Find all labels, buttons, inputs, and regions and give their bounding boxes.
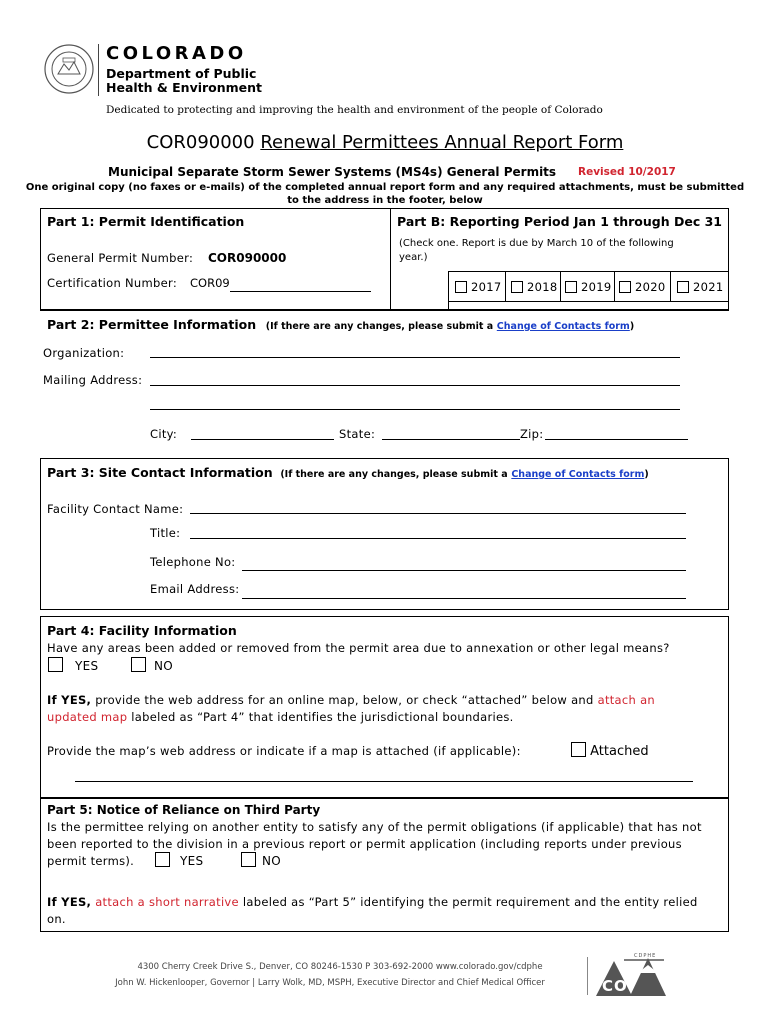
part5-no-option[interactable] [241, 852, 281, 868]
part5-ifyes-red: attach a short narrative [95, 895, 239, 909]
part4-no-label: NO [153, 659, 173, 673]
org-name: COLORADO [106, 43, 247, 64]
part4-yes-checkbox[interactable] [48, 657, 63, 672]
part4-ifyes-line2 [47, 710, 514, 724]
part5-ifyes-line2: on. [47, 912, 66, 926]
form-subtitle: Municipal Separate Storm Sewer Systems (MS4s) General Permits [108, 165, 557, 179]
cdphe-logo [594, 955, 668, 997]
year-option-2020[interactable] [619, 280, 665, 294]
part2-note-suffix: ) [629, 321, 635, 332]
certification-input[interactable] [230, 291, 371, 292]
year-2018-label: 2018 [526, 280, 558, 294]
organization-input[interactable] [150, 357, 680, 358]
partB-year-row-left [448, 271, 449, 310]
part3-heading: Part 3: Site Contact Information [47, 465, 273, 480]
part5-box [40, 798, 729, 932]
facility-contact-label: Facility Contact Name: [47, 502, 184, 516]
part5-heading: Part 5: Notice of Reliance on Third Party [47, 803, 321, 817]
partB-heading: Part B: Reporting Period Jan 1 through Dec 31 [397, 214, 722, 229]
map-prompt: Provide the map’s web address or indicate if a map is attached (if applicable): [47, 744, 521, 758]
part3-box [40, 458, 729, 610]
part5-ifyes-text: labeled as “Part 5” identifying the permit requirement and the entity relied [238, 895, 698, 909]
year-option-2019[interactable] [565, 280, 611, 294]
form-title [0, 132, 770, 153]
dept-line2: Health & Environment [106, 80, 263, 95]
part5-ifyes-line1 [47, 895, 698, 909]
part5-q2: been reported to the division in a previous report or permit application (including reports under previous [47, 837, 682, 851]
year-2017-checkbox[interactable] [455, 281, 467, 293]
part4-ifyes-red1: attach an [597, 693, 656, 707]
partB-note2: year.) [399, 252, 428, 263]
contact-title-input[interactable] [190, 538, 686, 539]
part5-no-checkbox[interactable] [241, 852, 256, 867]
part5-yes-checkbox[interactable] [155, 852, 170, 867]
form-title-prefix: COR090000 [146, 132, 255, 153]
attached-label: Attached [590, 744, 649, 759]
state-seal [44, 44, 94, 94]
attached-option[interactable] [571, 742, 649, 759]
certification-label: Certification Number: [47, 276, 178, 290]
part2-top-border [40, 310, 729, 311]
cdphe-logo-text: CO [602, 977, 628, 995]
year-2020-checkbox[interactable] [619, 281, 631, 293]
telephone-label: Telephone No: [150, 555, 236, 569]
tagline: Dedicated to protecting and improving the health and environment of the people of Colorado [106, 104, 603, 116]
mailing-address-label: Mailing Address: [43, 373, 143, 387]
email-label: Email Address: [150, 582, 240, 596]
part4-ifyes-line1 [47, 693, 655, 707]
part4-question: Have any areas been added or removed from the permit area due to annexation or other legal means? [47, 641, 670, 655]
year-2021-checkbox[interactable] [677, 281, 689, 293]
dept-line1: Department of Public [106, 66, 257, 81]
part5-yes-label: YES [179, 854, 204, 868]
part2-note-prefix: (If there are any changes, please submit a [265, 321, 494, 332]
header-divider [98, 44, 99, 96]
mailing-address-input-1[interactable] [150, 385, 680, 386]
state-label: State: [339, 427, 376, 441]
part3-change-contacts-link[interactable]: Change of Contacts form [511, 469, 645, 480]
year-sep-2 [560, 271, 561, 301]
year-2021-label: 2021 [692, 280, 724, 294]
part3-heading-row [47, 465, 649, 480]
year-sep-3 [614, 271, 615, 301]
part1-divider [390, 208, 391, 310]
part4-ifyes-text2: labeled as “Part 4” that identifies the jurisdictional boundaries. [127, 710, 514, 724]
footer-officials: John W. Hickenlooper, Governor | Larry Wolk, MD, MSPH, Executive Director and Chief Medical Officer [115, 978, 545, 988]
part5-q1: Is the permittee relying on another entity to satisfy any of the permit obligations (if applicable) that has not [47, 820, 702, 834]
footer-address: 4300 Cherry Creek Drive S., Denver, CO 80246-1530 P 303-692-2000 www.colorado.gov/cdphe [137, 962, 543, 972]
part5-q3: permit terms). [47, 854, 135, 868]
state-input[interactable] [382, 439, 520, 440]
part2-heading-row [47, 317, 634, 332]
general-permit-label: General Permit Number: [47, 251, 194, 265]
zip-label: Zip: [520, 427, 544, 441]
footer-divider [587, 957, 588, 995]
telephone-input[interactable] [242, 570, 686, 571]
partB-year-row-top [448, 271, 729, 272]
part4-heading: Part 4: Facility Information [47, 623, 237, 638]
part5-ifyes-bold: If YES, [47, 895, 92, 909]
instructions-line2: to the address in the footer, below [287, 195, 483, 206]
facility-contact-input[interactable] [190, 513, 686, 514]
part4-ifyes-bold: If YES, [47, 693, 92, 707]
part5-yes-option[interactable] [155, 852, 203, 868]
part4-no-checkbox[interactable] [131, 657, 146, 672]
year-option-2017[interactable] [455, 280, 501, 294]
cdphe-logo-top: CDPHE [634, 953, 657, 959]
revised-label: Revised 10/2017 [578, 166, 676, 178]
general-permit-value: COR090000 [208, 251, 287, 265]
certification-value: COR09 [190, 276, 230, 290]
year-2019-checkbox[interactable] [565, 281, 577, 293]
zip-input[interactable] [545, 439, 688, 440]
year-sep-4 [670, 271, 671, 301]
part2-heading: Part 2: Permittee Information [47, 317, 257, 332]
organization-label: Organization: [43, 346, 125, 360]
city-input[interactable] [191, 439, 334, 440]
contact-title-label: Title: [150, 526, 181, 540]
mailing-address-input-2[interactable] [150, 409, 680, 410]
part4-yes-option[interactable] [48, 657, 98, 673]
year-option-2021[interactable] [677, 280, 723, 294]
part3-note-suffix: ) [644, 469, 649, 480]
partB-note1: (Check one. Report is due by March 10 of the following [399, 238, 674, 249]
year-2019-label: 2019 [580, 280, 612, 294]
part4-yes-label: YES [74, 659, 99, 673]
year-2017-label: 2017 [470, 280, 502, 294]
year-sep-1 [505, 271, 506, 301]
instructions-line1: One original copy (no faxes or e-mails) of the completed annual report form and any required attachments, must be submitted [25, 182, 745, 193]
map-url-input[interactable] [75, 781, 693, 782]
form-title-main: Renewal Permittees Annual Report Form [260, 132, 624, 153]
part4-ifyes-text: provide the web address for an online map, below, or check “attached” below and [91, 693, 598, 707]
city-label: City: [150, 427, 178, 441]
part2-change-contacts-link[interactable]: Change of Contacts form [496, 321, 630, 332]
part1-heading: Part 1: Permit Identification [47, 214, 245, 229]
year-2020-label: 2020 [634, 280, 666, 294]
part5-no-label: NO [261, 854, 281, 868]
part4-no-option[interactable] [131, 657, 173, 673]
part4-ifyes-red2: updated map [47, 710, 128, 724]
attached-checkbox[interactable] [571, 742, 586, 757]
year-option-2018[interactable] [511, 280, 557, 294]
part3-note-prefix: (If there are any changes, please submit a [280, 469, 508, 480]
year-row-bottom [448, 301, 729, 302]
email-input[interactable] [242, 598, 686, 599]
year-2018-checkbox[interactable] [511, 281, 523, 293]
